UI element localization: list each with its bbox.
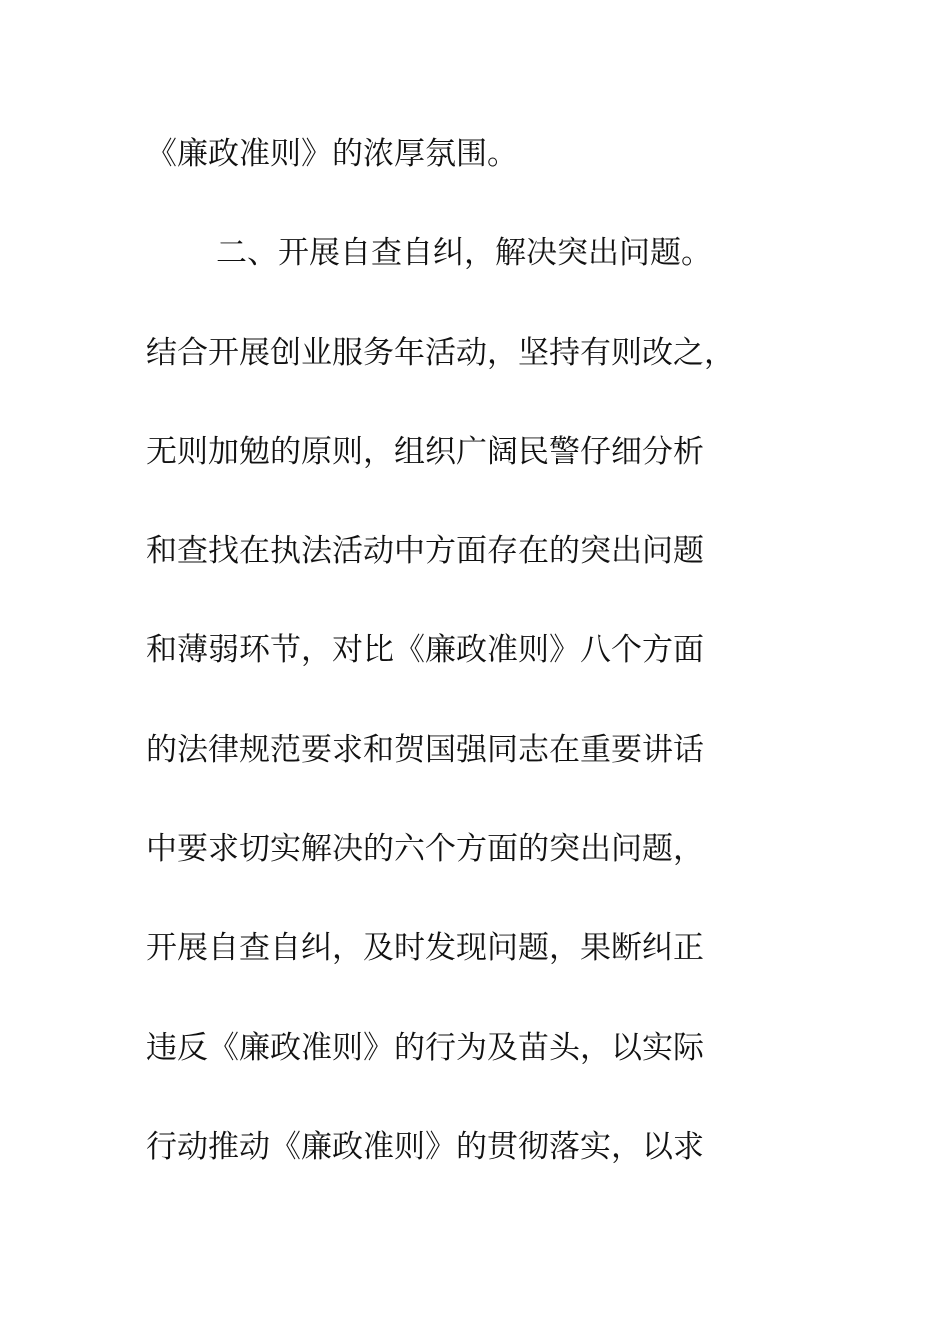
paragraph-line-1: 《廉政准则》的浓厚氛围。 — [146, 136, 518, 172]
paragraph-line-11: 行动推动《廉政准则》的贯彻落实，以求 — [146, 1129, 704, 1165]
paragraph-line-9: 开展自查自纠，及时发现问题，果断纠正 — [146, 930, 704, 966]
paragraph-line-10: 违反《廉政准则》的行为及苗头，以实际 — [146, 1030, 704, 1066]
paragraph-line-3: 结合开展创业服务年活动，坚持有则改之， — [146, 335, 735, 371]
paragraph-line-5: 和查找在执法活动中方面存在的突出问题 — [146, 533, 704, 569]
paragraph-line-4: 无则加勉的原则，组织广阔民警仔细分析 — [146, 434, 704, 470]
paragraph-line-7: 的法律规范要求和贺国强同志在重要讲话 — [146, 732, 704, 768]
section-heading: 二、开展自查自纠，解决突出问题。 — [216, 235, 712, 271]
paragraph-line-6: 和薄弱环节，对比《廉政准则》八个方面 — [146, 632, 704, 668]
paragraph-line-8: 中要求切实解决的六个方面的突出问题， — [146, 831, 704, 867]
